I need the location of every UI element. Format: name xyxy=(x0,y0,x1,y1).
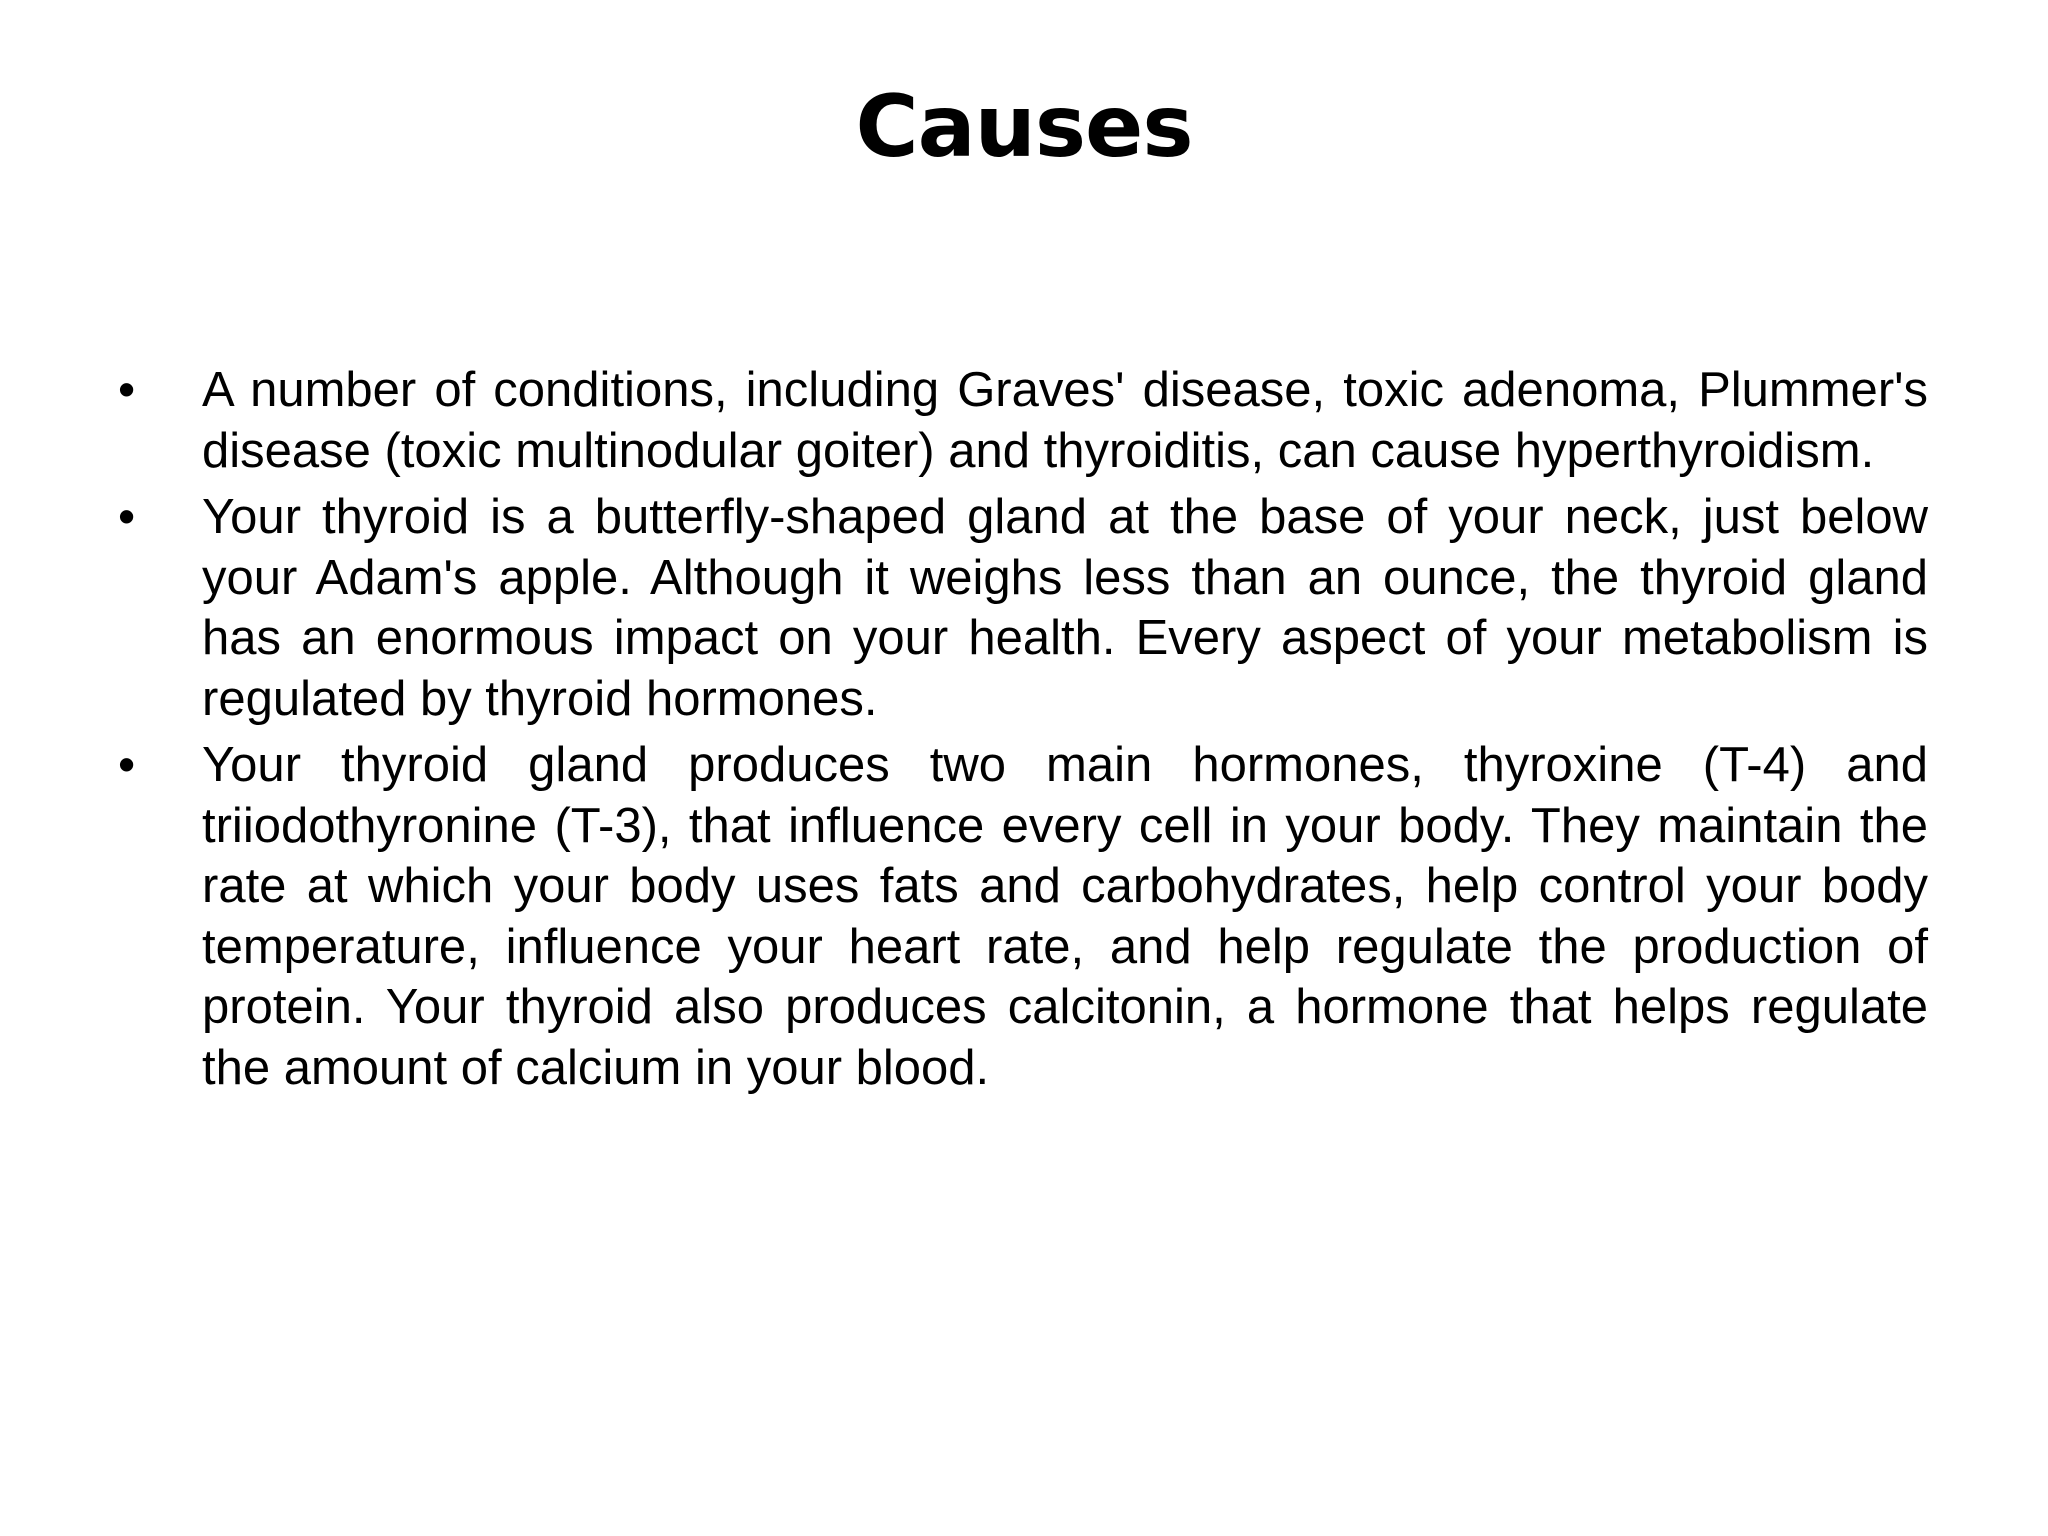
bullet-text: A number of conditions, including Graves' disease, toxic adenoma, Plummer's disease (toxic multinodular goiter) and thyroiditis, can cause hyperthyroidism. xyxy=(202,363,1928,478)
bullet-text: Your thyroid gland produces two main hormones, thyroxine (T-4) and triiodothyronine (T-3), that influence every cell in your body. They maintain the rate at which your body uses fats and carbohydrates, help control your body temperature, influence your heart rate, and help regulate the production of protein. Your thyroid also produces calcitonin, a hormone that helps regulate the amount of calcium in your blood. xyxy=(202,738,1928,1095)
bullet-item xyxy=(118,360,1928,481)
bullet-icon: • xyxy=(118,363,136,417)
bullet-item xyxy=(118,487,1928,729)
bullet-list xyxy=(118,360,1928,1104)
slide-title: Causes xyxy=(855,77,1193,177)
bullet-item xyxy=(118,735,1928,1098)
bullet-text: Your thyroid is a butterfly-shaped gland at the base of your neck, just below your Adam's apple. Although it weighs less than an ounce, the thyroid gland has an enormous impact on your health. Every aspect of your metabolism is regulated by thyroid hormones. xyxy=(202,490,1928,726)
bullet-icon: • xyxy=(118,490,136,544)
bullet-icon: • xyxy=(118,738,136,792)
